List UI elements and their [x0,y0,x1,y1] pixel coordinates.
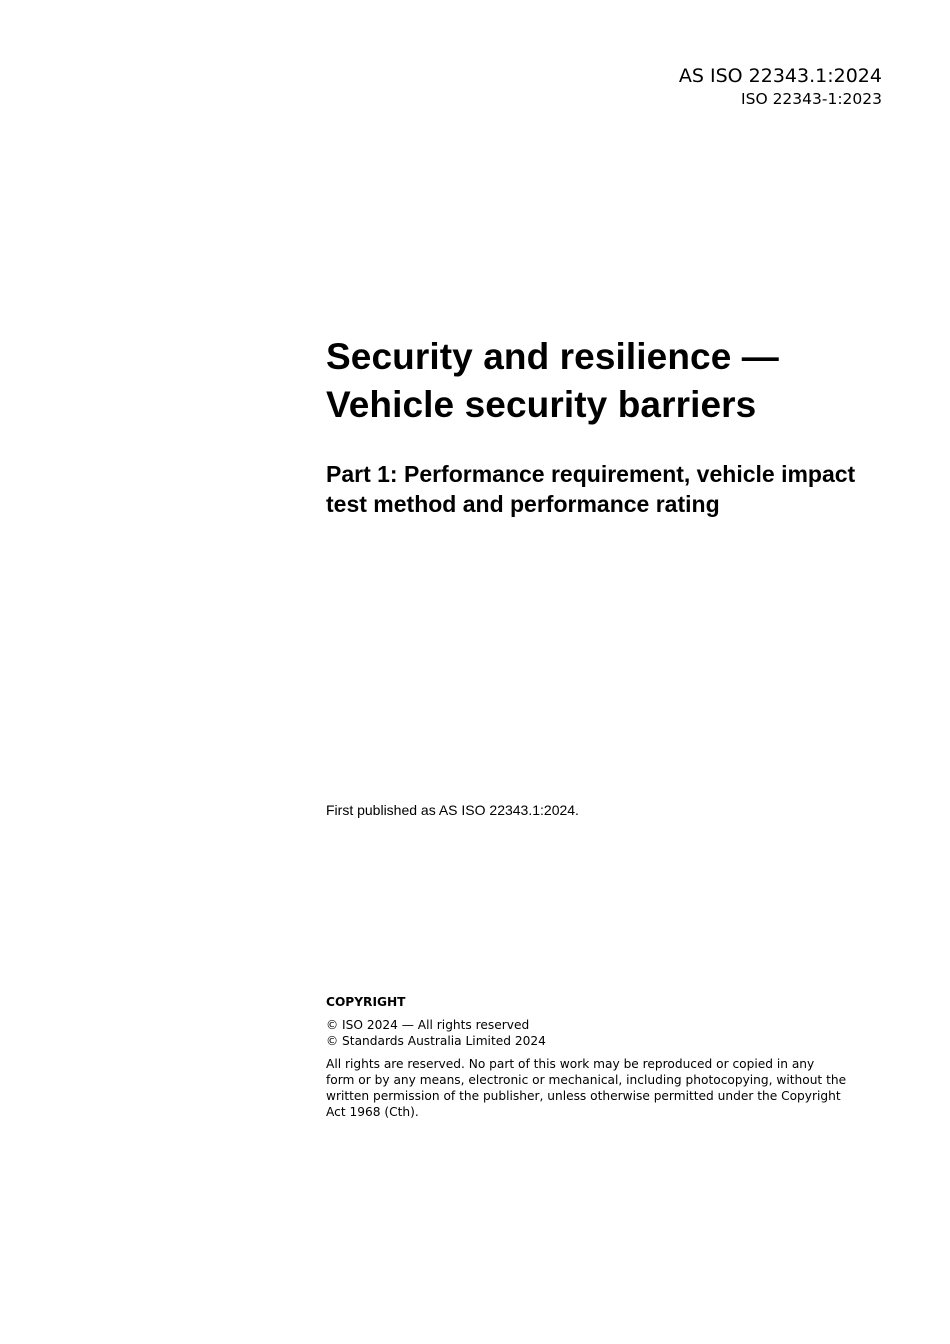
part-title-line-1: Part 1: Performance requirement, vehicle impact [326,461,856,487]
main-title-line-2: Vehicle security barriers [326,384,757,425]
copyright-notice-line: form or by any means, electronic or mechanical, including photocopying, without the [326,1072,847,1087]
standard-designation [679,64,882,109]
copyright-sa-line: © Standards Australia Limited 2024 [326,1034,546,1049]
copyright-heading: COPYRIGHT [326,995,406,1009]
primary-designation: AS ISO 22343.1:2024 [678,65,882,87]
part-title [326,459,906,519]
copyright-notice-line: All rights are reserved. No part of this work may be reproduced or copied in any [326,1056,815,1071]
main-title [326,333,906,429]
main-title-line-1: Security and resilience — [326,336,779,377]
copyright-iso-line: © ISO 2024 — All rights reserved [326,1018,530,1033]
copyright-notice-line: Act 1968 (Cth). [326,1105,419,1120]
title-block [326,333,906,519]
first-published-statement: First published as AS ISO 22343.1:2024. [326,802,579,818]
copyright-notice-line: written permission of the publisher, unless otherwise permitted under the Copyright [326,1089,841,1104]
copyright-block [326,994,856,1120]
secondary-designation: ISO 22343-1:2023 [741,90,882,108]
part-title-line-2: test method and performance rating [326,491,720,517]
copyright-notice [326,1056,856,1121]
